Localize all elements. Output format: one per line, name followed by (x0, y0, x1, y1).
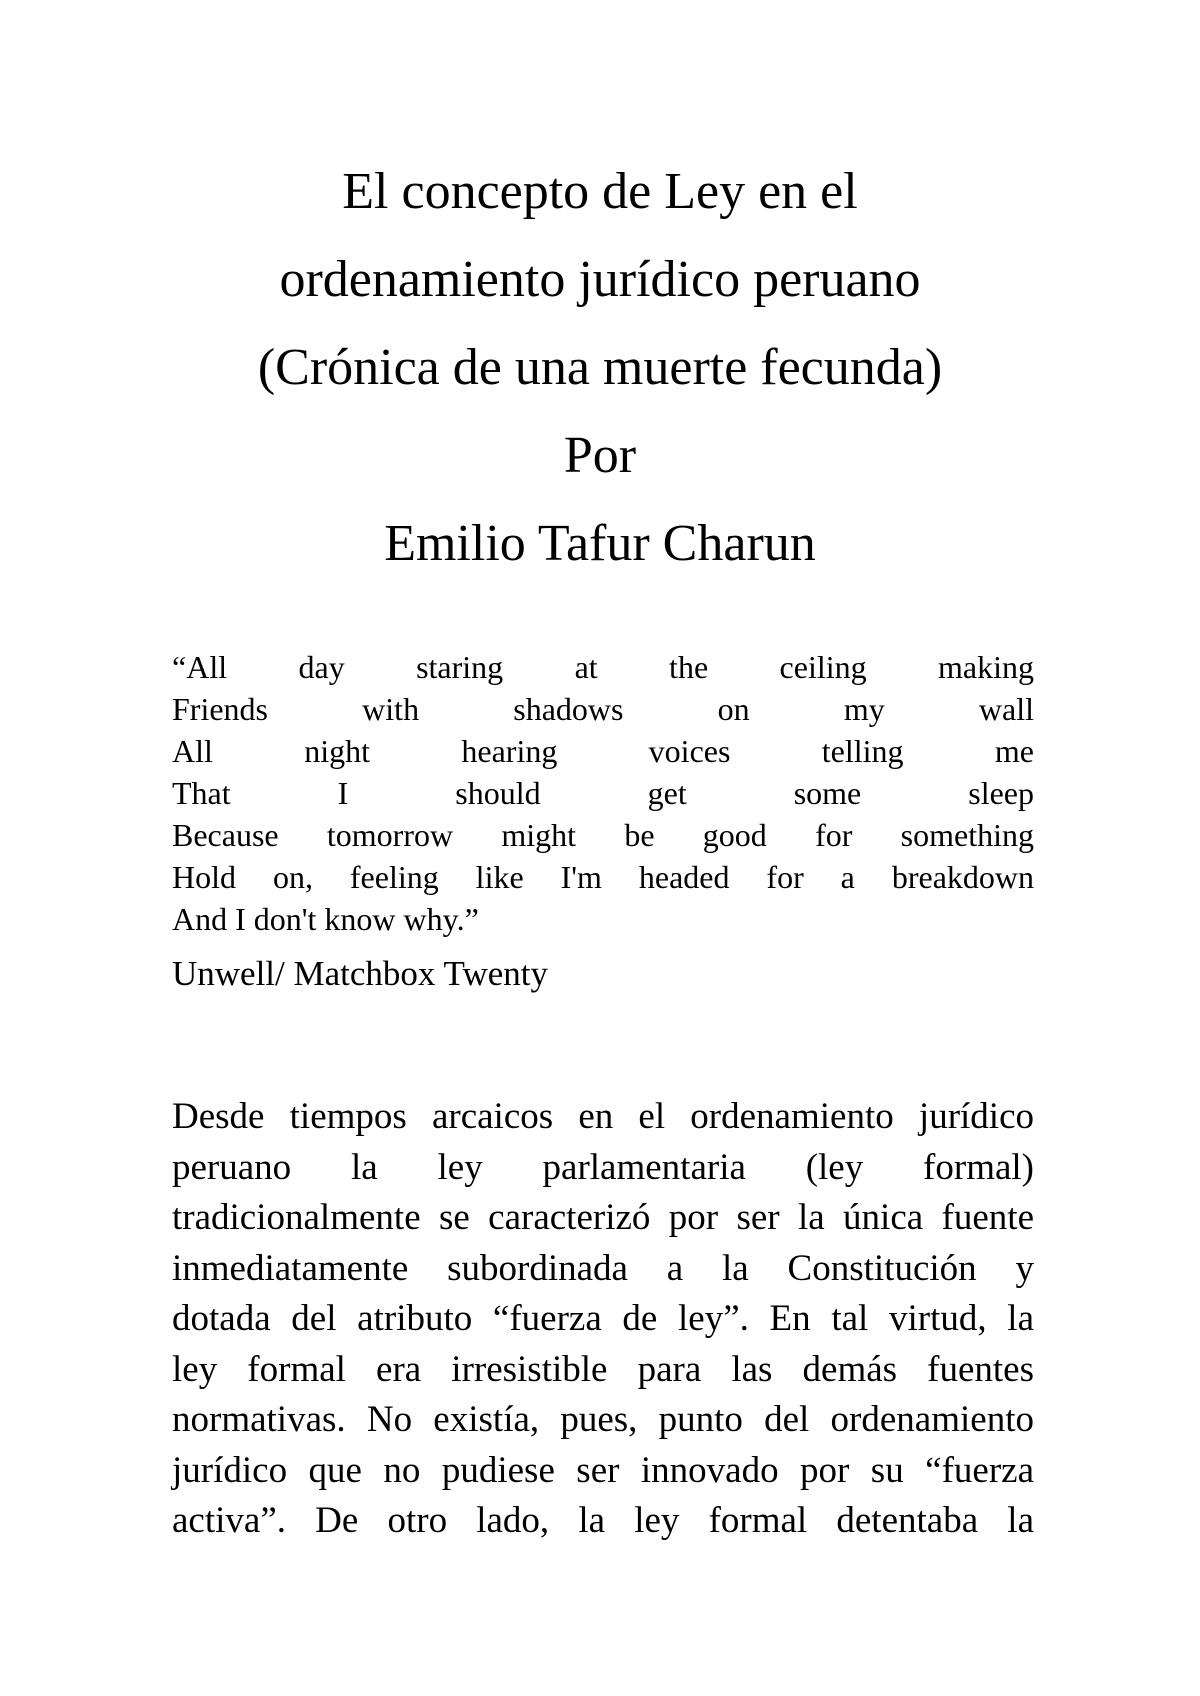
byline-por: Por (563, 427, 637, 484)
epigraph-line-5: Because tomorrow might be good for something (172, 817, 1034, 853)
epigraph-line-3: All night hearing voices telling me (172, 733, 1034, 769)
author-name: Emilio Tafur Charun (384, 515, 816, 572)
body-line-2: peruano la ley parlamentaria (ley formal) (172, 1146, 1034, 1188)
epigraph-line-4: That I should get some sleep (172, 775, 1034, 811)
title-block (100, 148, 1100, 588)
subtitle: (Crónica de una muerte fecunda) (257, 339, 943, 396)
epigraph-line-2: Friends with shadows on my wall (172, 691, 1034, 727)
epigraph-line-6: Hold on, feeling like I'm headed for a breakdown (172, 859, 1034, 895)
body-line-1: Desde tiempos arcaicos en el ordenamiento jurídico (172, 1096, 1034, 1137)
body-line-7: normativas. No existía, pues, punto del ordenamiento (172, 1399, 1034, 1440)
title-line-2: ordenamiento jurídico peruano (279, 251, 921, 308)
title-line-1: El concepto de Ley en el (342, 163, 858, 220)
epigraph-line-7: And I don't know why.” (172, 901, 479, 937)
body-paragraph (172, 1092, 1034, 1547)
body-line-5: dotada del atributo “fuerza de ley”. En tal virtud, la (172, 1298, 1034, 1339)
epigraph (172, 646, 1034, 996)
body-line-4: inmediatamente subordinada a la Constitución y (172, 1247, 1034, 1289)
body-line-6: ley formal era irresistible para las demás fuentes (172, 1348, 1034, 1390)
body-line-3: tradicionalmente se caracterizó por ser la única fuente (172, 1197, 1034, 1238)
body-line-8: jurídico que no pudiese ser innovado por su “fuerza (172, 1449, 1034, 1491)
epigraph-source: Unwell/ Matchbox Twenty (172, 954, 549, 993)
epigraph-line-1: “All day staring at the ceiling making (172, 649, 1034, 685)
body-line-9: activa”. De otro lado, la ley formal detentaba la (172, 1500, 1034, 1541)
